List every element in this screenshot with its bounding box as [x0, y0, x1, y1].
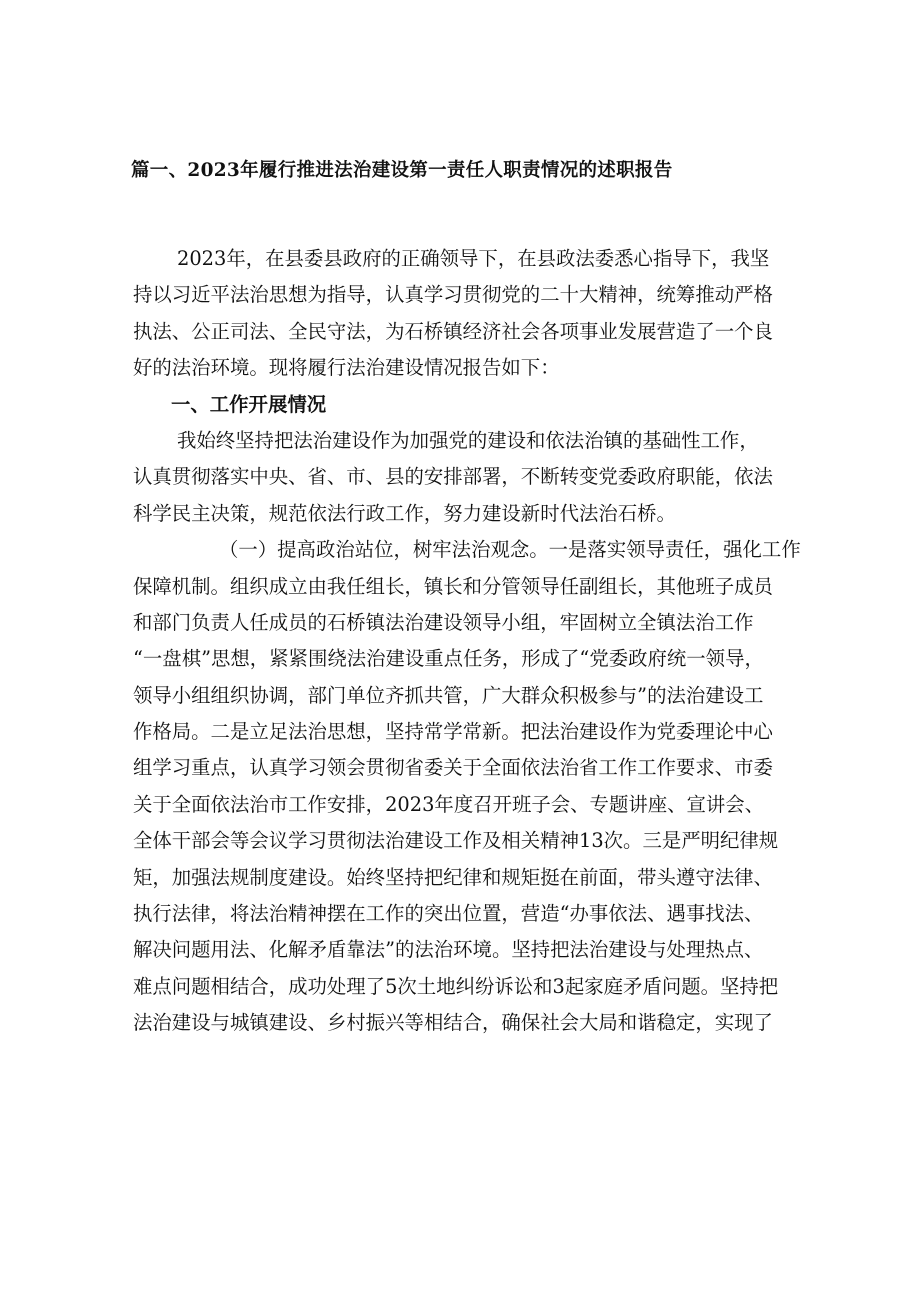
paragraph-line: 好的法治环境。现将履行法治建设情况报告如下： — [133, 356, 560, 380]
document-body — [133, 241, 801, 1042]
paragraph-line: 难点问题相结合，成功处理了5次土地纠纷诉讼和3起家庭矛盾问题。坚持把 — [133, 974, 779, 998]
paragraph-line: 执行法律，将法治精神摆在工作的突出位置，营造“办事依法、遇事找法、 — [133, 902, 764, 926]
paragraph-line: 领导小组组织协调，部门单位齐抓共管，广大群众积极参与”的法治建设工 — [133, 683, 764, 707]
paragraph-line: 认真贯彻落实中央、省、市、县的安排部署，不断转变党委政府职能，依法 — [133, 465, 773, 489]
paragraph-line: 组学习重点，认真学习领会贯彻省委关于全面依法治省工作工作要求、市委 — [133, 756, 773, 780]
paragraph-line: 解决问题用法、化解矛盾靠法”的法治环境。坚持把法治建设与处理热点、 — [133, 938, 764, 962]
paragraph-line: 科学民主决策，规范依法行政工作，努力建设新时代法治石桥。 — [133, 501, 676, 525]
paragraph-line: 和部门负责人任成员的石桥镇法治建设领导小组，牢固树立全镇法治工作 — [133, 610, 754, 634]
paragraph-line: 保障机制。组织成立由我任组长，镇长和分管领导任副组长，其他班子成员 — [133, 574, 773, 598]
paragraph-line: 全体干部会等会议学习贯彻法治建设工作及相关精神13次。三是严明纪律规 — [133, 829, 779, 853]
paragraph-line: 作格局。二是立足法治思想，坚持常学常新。把法治建设作为党委理论中心 — [133, 720, 773, 744]
paragraph-line: 执法、公正司法、全民守法，为石桥镇经济社会各项事业发展营造了一个良 — [133, 319, 773, 343]
paragraph-line: “一盘棋”思想，紧紧围绕法治建设重点任务，形成了“党委政府统一领导， — [133, 647, 764, 671]
paragraph-line: 我始终坚持把法治建设作为加强党的建设和依法治镇的基础性工作， — [177, 428, 759, 452]
section-heading: 一、工作开展情况 — [171, 392, 327, 416]
paragraph-line: 持以习近平法治思想为指导，认真学习贯彻党的二十大精神，统筹推动严格 — [133, 283, 773, 307]
paragraph-line: 2023年，在县委县政府的正确领导下，在县政法委悉心指导下，我坚 — [177, 247, 770, 270]
paragraph-line: 矩，加强法规制度建设。始终坚持把纪律和规矩挺在前面，带头遵守法律、 — [133, 865, 773, 889]
paragraph-line: （一）提高政治站位，树牢法治观念。一是落实领导责任，强化工作 — [219, 538, 801, 562]
paragraph-line: 法治建设与城镇建设、乡村振兴等相结合，确保社会大局和谐稳定，实现了 — [133, 1011, 773, 1035]
paragraph-line: 关于全面依法治市工作安排，2023年度召开班子会、专题讲座、宣讲会、 — [133, 792, 765, 816]
document-title: 篇一、2023年履行推进法治建设第一责任人职责情况的述职报告 — [131, 160, 673, 181]
